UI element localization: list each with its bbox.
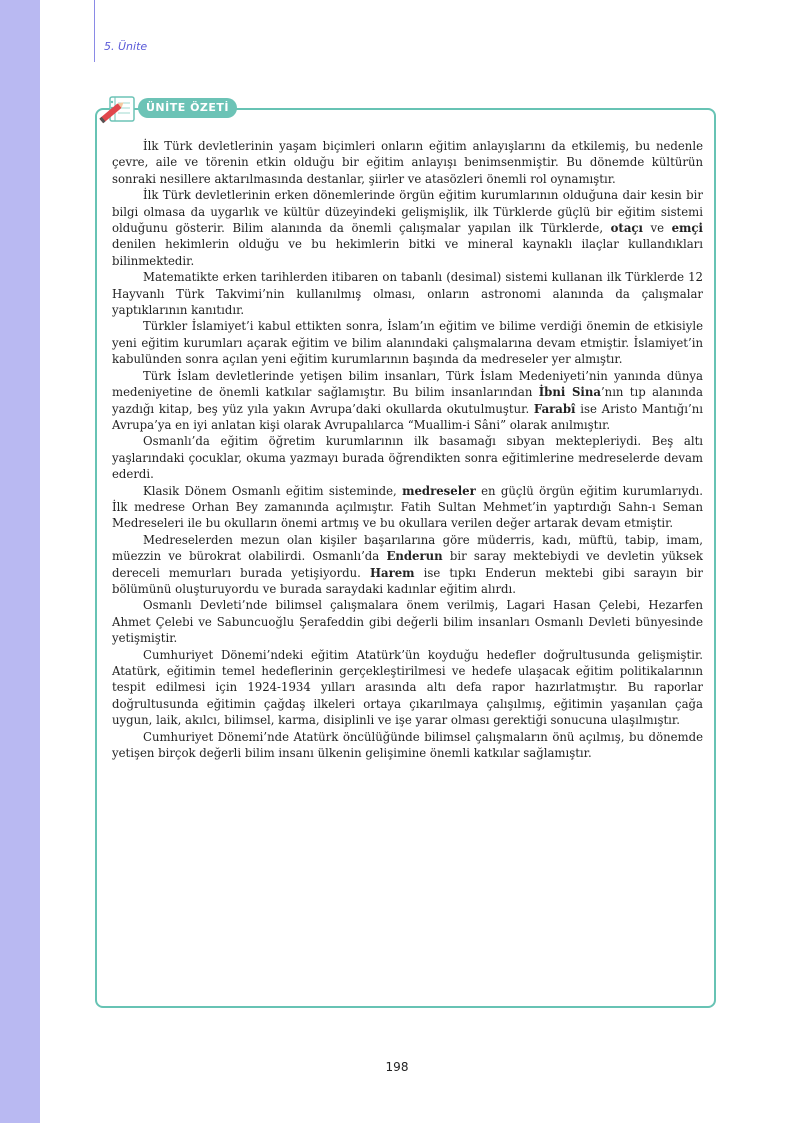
text-segment: İlk Türk devletlerinin erken dönemlerinde örgün eğitim kurumlarının olduğuna dair kesin bir bilgi olmasa da uygarlık ve kültür düzeyindeki gelişmişlik, ilk Türklerde güçlü bir eğitim sistemi olduğunu gösterir. Bilim alanında da önemli çalışmalar yapılan ilk Türklerde,	[112, 188, 703, 236]
text-segment: Türk İslam devletlerinde yetişen bilim insanları, Türk İslam Medeniyeti’nin yanında dünya medeniyetine de önemli katkılar sağlamıştır. Bu bilim insanlarından	[112, 368, 703, 400]
text-segment: Cumhuriyet Dönemi’ndeki eğitim Atatürk’ün koyduğu hedefler doğrultusunda gelişmiştir. Atatürk, eğitimin temel hedeflerinin gerçekleştirilmesi ve hedefe ulaşacak eğitim politikalarının tespit edilmesi için 1924-1934 yılları arasında altı defa rapor hazırlatmıştır. Bu raporlar doğrultusunda eğitimin çağdaş ilkeleri ortaya çıkarılmaya çalışılmış, eğitimin yaşanılan çağa uygun, laik, akılcı, bilimsel, karma, disiplinli ve işe yarar olması gerektiği sonucuna ulaşılmıştır.	[112, 647, 703, 728]
summary-paragraph	[112, 647, 703, 729]
summary-paragraph	[112, 269, 703, 318]
bold-term: İbni Sina	[538, 385, 601, 400]
summary-title: ÜNİTE ÖZETİ	[138, 98, 237, 118]
summary-paragraph	[112, 368, 703, 434]
summary-paragraph	[112, 138, 703, 187]
summary-text	[112, 138, 703, 761]
text-segment: Matematikte erken tarihlerden itibaren on tabanlı (desimal) sistemi kullanan ilk Türklerde 12 Hayvanlı Türk Takvimi’nin kullanılmış olması, onların astronomi alanında da çalışmalar yaptıklarının kanıtıdır.	[112, 270, 703, 318]
bold-term: Harem	[369, 565, 415, 580]
text-segment: Medreselerden mezun olan kişiler başarılarına göre müderris, kadı, müftü, tabip, imam, müezzin ve bürokrat olabilirdi. Osmanlı’da	[112, 532, 703, 564]
summary-paragraph	[112, 318, 703, 367]
bold-term: medreseler	[402, 483, 476, 498]
text-segment: bir saray mektebiydi ve devletin yüksek dereceli memurları burada yetişiyordu.	[112, 549, 703, 580]
bold-term: Farabî	[533, 401, 576, 416]
text-segment: ise Aristo Mantığı’nı Avrupa’ya en iyi anlatan kişi olarak Avrupalılarca “Muallim-i Sâni” olarak anılmıştır.	[112, 401, 703, 432]
text-segment: ve	[642, 221, 672, 236]
text-segment: en güçlü örgün eğitim kurumlarıydı. İlk medrese Orhan Bey zamanında açılmıştır. Fatih Sultan Mehmet’in yaptırdığı Sahn-ı Seman Medreseleri ile bu okulların önemi artmış ve bu okullara verilen değer artarak devam etmiştir.	[112, 483, 704, 531]
text-segment: Cumhuriyet Dönemi’nde Atatürk öncülüğünde bilimsel çalışmaların önü açılmış, bu dönemde yetişen birçok değerli bilim insanı ülkenin gelişimine önemli katkılar sağlamıştır.	[112, 729, 703, 761]
summary-paragraph	[112, 729, 703, 762]
text-segment: İlk Türk devletlerinin yaşam biçimleri onların eğitim anlayışlarını da etkilemiş, bu nedenle çevre, aile ve törenin etkin olduğu bir eğitim anlayışı benimsenmiştir. Bu dönemde kültürün sonraki nesillere aktarılmasında destanlar, şiirler ve atasözleri önemli rol oynamıştır.	[112, 139, 703, 186]
text-segment: Osmanlı Devleti’nde bilimsel çalışmalara önem verilmiş, Lagari Hasan Çelebi, Hezarfen Ahmet Çelebi ve Sabuncuoğlu Şerafeddin gibi değerli bilim insanları Osmanlı Devleti bünyesinde yetişmiştir.	[112, 598, 703, 646]
text-segment: ise tıpkı Enderun mektebi gibi sarayın bir bölümünü oluşturuyordu ve burada saraydaki kadınlar eğitim alırdı.	[112, 565, 703, 596]
summary-paragraph	[112, 433, 703, 482]
summary-paragraph	[112, 532, 703, 598]
bold-term: emçi	[671, 221, 703, 236]
header-divider	[94, 0, 95, 62]
text-segment: Türkler İslamiyet’i kabul ettikten sonra, İslam’ın eğitim ve bilime verdiği önemin de etkisiyle yeni eğitim kurumları açarak eğitim ve bilim alanındaki çalışmalarına devam etmiştir. İslamiyet’in kabulünden sonra açılan yeni eğitim kurumlarının başında da medreseler yer almıştır.	[112, 319, 703, 367]
bold-term: otaçı	[610, 221, 643, 236]
side-color-band	[0, 0, 40, 1123]
notebook-pencil-icon	[96, 94, 138, 124]
unit-label: 5. Ünite	[104, 40, 148, 53]
text-segment: Osmanlı’da eğitim öğretim kurumlarının ilk basamağı sıbyan mektepleriydi. Beş altı yaşlarındaki çocuklar, okuma yazmayı burada öğrendikten sonra eğitimlerine medreselerde devam ederdi.	[112, 434, 703, 482]
bold-term: Enderun	[386, 549, 443, 564]
page-number: 198	[385, 1060, 409, 1074]
summary-paragraph	[112, 597, 703, 646]
text-segment: Klasik Dönem Osmanlı eğitim sisteminde,	[143, 483, 403, 498]
text-segment: denilen hekimlerin olduğu ve bu hekimlerin bitki ve mineral kaynaklı ilaçlar kullandıkları bilinmektedir.	[112, 237, 703, 268]
text-segment: ’nın tıp alanında yazdığı kitap, beş yüz yıla yakın Avrupa’daki okullarda okutulmuştur.	[112, 385, 703, 416]
summary-paragraph	[112, 187, 703, 269]
summary-paragraph	[112, 483, 703, 532]
